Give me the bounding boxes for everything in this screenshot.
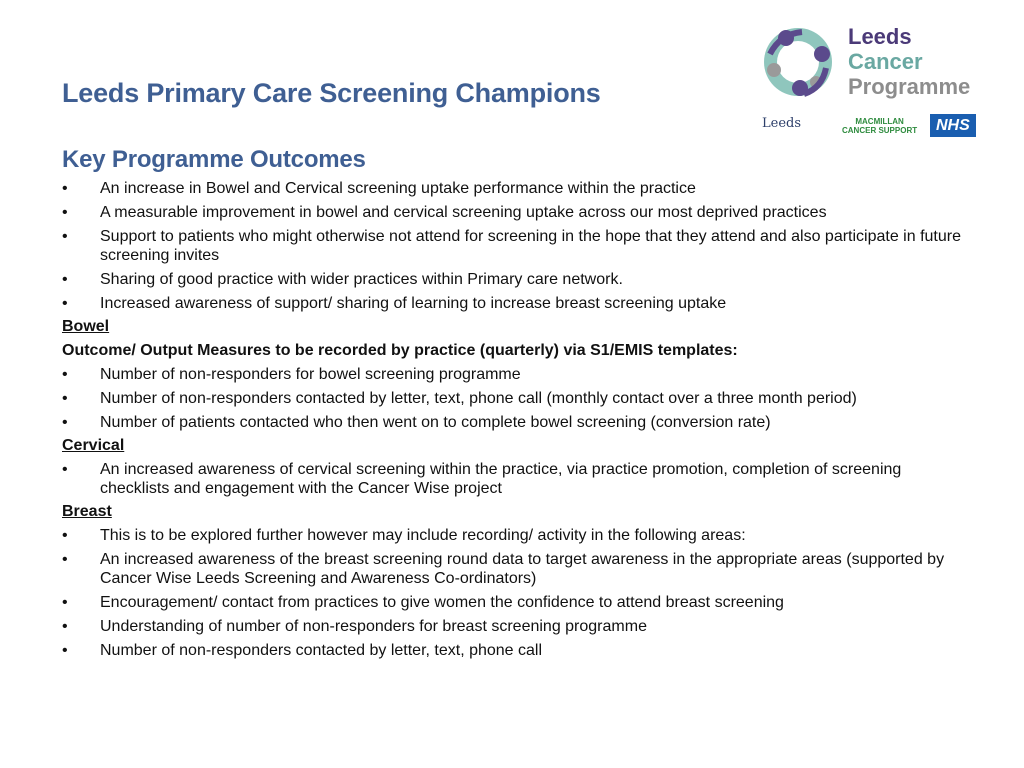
nhs-logo: NHS [930, 114, 976, 137]
list-item: • Support to patients who might otherwise not attend for screening in the hope that they attend and also participate in future screening invites [62, 227, 962, 265]
list-item: • Number of non-responders contacted by letter, text, phone call [62, 641, 962, 660]
people-circle-icon [760, 24, 836, 100]
list-item: • Number of non-responders contacted by letter, text, phone call (monthly contact over a three month period) [62, 389, 962, 408]
measures-heading: Outcome/ Output Measures to be recorded by practice (quarterly) via S1/EMIS templates: [62, 342, 738, 359]
cervical-heading: Cervical [62, 437, 125, 454]
breast-section [62, 502, 962, 660]
cervical-section [62, 436, 962, 498]
breast-heading: Breast [62, 503, 112, 520]
logo-wordmark [848, 24, 970, 99]
macmillan-tagline: CANCER SUPPORT [842, 126, 918, 135]
bowel-section [62, 317, 962, 432]
logo-line-programme: Programme [848, 74, 971, 99]
bowel-list [62, 365, 962, 432]
list-item: • A measurable improvement in bowel and cervical screening uptake across our most deprived practices [62, 203, 962, 222]
leeds-city-council-logo: Leeds [762, 116, 802, 131]
list-item: • This is to be explored further however may include recording/ activity in the following areas: [62, 526, 962, 545]
slide-title: Leeds Primary Care Screening Champions [62, 78, 601, 108]
list-item: • Increased awareness of support/ sharing of learning to increase breast screening uptake [62, 294, 962, 313]
list-item: • An increased awareness of the breast screening round data to target awareness in the appropriate areas (supported by Cancer Wise Leeds Screening and Awareness Co-ordinators) [62, 550, 962, 588]
cervical-list [62, 460, 962, 498]
list-item: • Sharing of good practice with wider practices within Primary care network. [62, 270, 962, 289]
macmillan-name: MACMILLAN [855, 117, 904, 126]
section-subtitle: Key Programme Outcomes [62, 146, 366, 173]
logo-line-leeds: Leeds [848, 24, 912, 49]
outcomes-list [62, 179, 962, 313]
list-item: • An increased awareness of cervical screening within the practice, via practice promotion, completion of screening checklists and engagement with the Cancer Wise project [62, 460, 962, 498]
list-item: • Number of patients contacted who then went on to complete bowel screening (conversion rate) [62, 413, 962, 432]
breast-list [62, 526, 962, 660]
list-item: • An increase in Bowel and Cervical screening uptake performance within the practice [62, 179, 962, 198]
list-item: • Understanding of number of non-responders for breast screening programme [62, 617, 962, 636]
macmillan-logo [842, 117, 917, 135]
slide-content [62, 146, 962, 660]
list-item: • Encouragement/ contact from practices to give women the confidence to attend breast screening [62, 593, 962, 612]
logo-line-cancer: Cancer [848, 49, 923, 74]
bowel-heading: Bowel [62, 318, 110, 335]
partner-logos [760, 114, 990, 140]
list-item: • Number of non-responders for bowel screening programme [62, 365, 962, 384]
leeds-cancer-programme-logo [760, 22, 1000, 142]
